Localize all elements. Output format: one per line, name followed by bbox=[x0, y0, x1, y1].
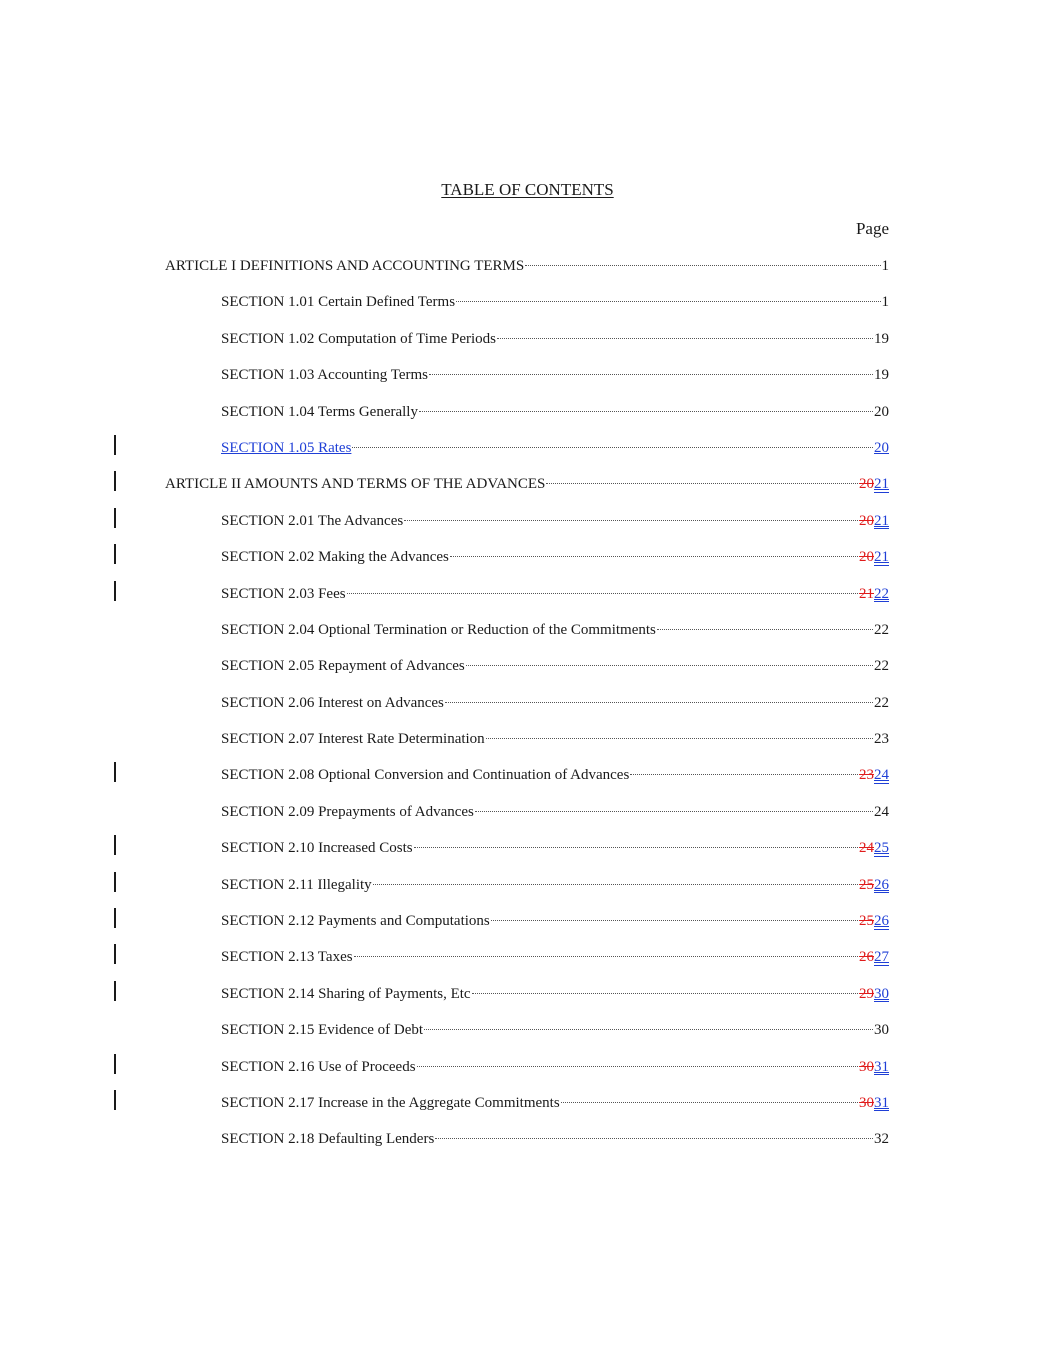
toc-entry-label[interactable]: SECTION 2.10 Increased Costs bbox=[221, 840, 413, 857]
change-bar bbox=[114, 544, 116, 564]
toc-entry[interactable] bbox=[0, 1093, 1055, 1129]
inserted-page-number: 27 bbox=[874, 949, 889, 966]
toc-entry-label[interactable]: SECTION 1.04 Terms Generally bbox=[221, 403, 418, 420]
toc-section-line bbox=[221, 984, 889, 1004]
toc-section-line bbox=[221, 1093, 889, 1113]
inserted-page-number: 21 bbox=[874, 549, 889, 566]
toc-entry[interactable] bbox=[0, 511, 1055, 547]
inserted-page-number: 26 bbox=[874, 913, 889, 930]
change-bar bbox=[114, 908, 116, 928]
toc-entry[interactable] bbox=[0, 947, 1055, 983]
toc-entry[interactable] bbox=[0, 765, 1055, 801]
toc-section-line bbox=[221, 402, 889, 422]
toc-section-line bbox=[221, 947, 889, 967]
toc-entry[interactable] bbox=[0, 329, 1055, 365]
toc-entry[interactable] bbox=[0, 620, 1055, 656]
toc-section-line bbox=[221, 911, 889, 931]
toc-entry-label[interactable]: SECTION 2.12 Payments and Computations bbox=[221, 913, 490, 930]
toc-entry[interactable] bbox=[0, 547, 1055, 583]
toc-page-number bbox=[859, 947, 889, 967]
dot-leader bbox=[347, 593, 858, 594]
toc-entry-label[interactable]: SECTION 2.08 Optional Conversion and Continuation of Advances bbox=[221, 767, 630, 784]
inserted-page-number: 21 bbox=[874, 476, 889, 493]
dot-leader bbox=[491, 920, 858, 921]
dot-leader bbox=[445, 702, 873, 703]
inserted-page-number: 31 bbox=[874, 1094, 889, 1111]
toc-page-number bbox=[859, 1093, 889, 1113]
toc-entry[interactable] bbox=[0, 656, 1055, 692]
page-column-header: Page bbox=[855, 219, 889, 238]
deleted-page-number: 20 bbox=[859, 549, 874, 566]
toc-entry-label[interactable]: SECTION 2.15 Evidence of Debt bbox=[221, 1022, 424, 1039]
toc-entry-label[interactable]: SECTION 2.02 Making the Advances bbox=[221, 549, 449, 566]
toc-page-number bbox=[859, 511, 889, 531]
dot-leader bbox=[657, 629, 873, 630]
toc-entry[interactable] bbox=[0, 802, 1055, 838]
toc-article-line bbox=[165, 474, 889, 494]
deleted-page-number: 21 bbox=[859, 585, 874, 602]
toc-entry-label[interactable]: SECTION 2.04 Optional Termination or Reduction of the Commitments bbox=[221, 621, 656, 638]
dot-leader bbox=[435, 1138, 873, 1139]
deleted-page-number: 20 bbox=[859, 476, 874, 493]
toc-entry[interactable] bbox=[0, 1020, 1055, 1056]
dot-leader bbox=[417, 1066, 858, 1067]
toc-section-line bbox=[221, 620, 889, 640]
toc-entry-list bbox=[0, 256, 1055, 1166]
toc-entry[interactable] bbox=[0, 875, 1055, 911]
toc-entry[interactable] bbox=[0, 402, 1055, 438]
toc-section-line bbox=[221, 511, 889, 531]
toc-entry-label[interactable]: SECTION 2.05 Repayment of Advances bbox=[221, 658, 465, 675]
toc-page-number bbox=[859, 1057, 889, 1077]
toc-entry-label[interactable]: SECTION 1.05 Rates bbox=[221, 439, 352, 456]
dot-leader bbox=[546, 483, 858, 484]
dot-leader bbox=[561, 1102, 858, 1103]
toc-page-number bbox=[859, 765, 889, 785]
toc-page-number: 19 bbox=[874, 367, 889, 384]
dot-leader bbox=[472, 993, 858, 994]
dot-leader bbox=[352, 447, 873, 448]
change-bar bbox=[114, 835, 116, 855]
toc-page-number: 32 bbox=[874, 1131, 889, 1148]
change-bar bbox=[114, 1054, 116, 1074]
toc-entry[interactable] bbox=[0, 365, 1055, 401]
toc-page-number: 22 bbox=[874, 658, 889, 675]
toc-section-line bbox=[221, 438, 889, 458]
toc-section-line bbox=[221, 365, 889, 385]
change-bar bbox=[114, 581, 116, 601]
toc-entry-label[interactable]: SECTION 2.03 Fees bbox=[221, 585, 346, 602]
toc-entry-label[interactable]: SECTION 2.07 Interest Rate Determination bbox=[221, 731, 485, 748]
toc-title-text: TABLE OF CONTENTS bbox=[441, 180, 614, 199]
inserted-page-number: 30 bbox=[874, 985, 889, 1002]
toc-entry-label[interactable]: SECTION 2.18 Defaulting Lenders bbox=[221, 1131, 435, 1148]
toc-entry[interactable] bbox=[0, 984, 1055, 1020]
toc-section-line bbox=[221, 802, 889, 822]
toc-page-number bbox=[859, 911, 889, 931]
deleted-page-number: 24 bbox=[859, 840, 874, 857]
toc-entry[interactable] bbox=[0, 1057, 1055, 1093]
change-bar bbox=[114, 435, 116, 455]
deleted-page-number: 29 bbox=[859, 985, 874, 1002]
toc-page-number bbox=[859, 474, 889, 494]
toc-section-line bbox=[221, 547, 889, 567]
dot-leader bbox=[414, 847, 858, 848]
dot-leader bbox=[450, 556, 858, 557]
toc-entry[interactable] bbox=[0, 1129, 1055, 1165]
toc-section-line bbox=[221, 729, 889, 749]
deleted-page-number: 26 bbox=[859, 949, 874, 966]
dot-leader bbox=[404, 520, 858, 521]
inserted-page-number: 24 bbox=[874, 767, 889, 784]
dot-leader bbox=[466, 665, 873, 666]
toc-entry-label[interactable]: SECTION 1.02 Computation of Time Periods bbox=[221, 330, 497, 347]
toc-entry[interactable] bbox=[0, 911, 1055, 947]
dot-leader bbox=[424, 1029, 873, 1030]
toc-entry-label[interactable]: SECTION 2.06 Interest on Advances bbox=[221, 694, 444, 711]
toc-entry-label[interactable]: SECTION 1.01 Certain Defined Terms bbox=[221, 294, 456, 311]
deleted-page-number: 30 bbox=[859, 1058, 874, 1075]
inserted-page-number: 22 bbox=[874, 585, 889, 602]
toc-section-line bbox=[221, 838, 889, 858]
change-bar bbox=[114, 944, 116, 964]
toc-section-line bbox=[221, 1129, 889, 1149]
toc-entry[interactable] bbox=[0, 693, 1055, 729]
toc-entry[interactable] bbox=[0, 438, 1055, 474]
dot-leader bbox=[354, 956, 858, 957]
toc-section-line bbox=[221, 292, 889, 312]
change-bar bbox=[114, 471, 116, 491]
toc-entry[interactable] bbox=[0, 474, 1055, 510]
toc-section-line bbox=[221, 1020, 889, 1040]
dot-leader bbox=[475, 811, 873, 812]
toc-page-number: 24 bbox=[874, 803, 889, 820]
dot-leader bbox=[497, 338, 873, 339]
toc-page-number: 30 bbox=[874, 1022, 889, 1039]
dot-leader bbox=[429, 374, 873, 375]
toc-page-number bbox=[859, 547, 889, 567]
dot-leader bbox=[373, 884, 858, 885]
dot-leader bbox=[419, 411, 873, 412]
deleted-page-number: 30 bbox=[859, 1094, 874, 1111]
toc-entry[interactable] bbox=[0, 729, 1055, 765]
toc-page-number: 22 bbox=[874, 694, 889, 711]
toc-section-line bbox=[221, 765, 889, 785]
toc-page-number: 20 bbox=[874, 403, 889, 420]
toc-entry[interactable] bbox=[0, 292, 1055, 328]
toc-page-number: 19 bbox=[874, 330, 889, 347]
toc-article-line bbox=[165, 256, 889, 276]
change-bar bbox=[114, 1090, 116, 1110]
dot-leader bbox=[486, 738, 873, 739]
dot-leader bbox=[630, 774, 858, 775]
toc-section-line bbox=[221, 693, 889, 713]
toc-entry-label[interactable]: SECTION 2.13 Taxes bbox=[221, 949, 353, 966]
toc-page-number: 1 bbox=[881, 258, 889, 274]
dot-leader bbox=[525, 265, 880, 266]
toc-page-number: 22 bbox=[874, 621, 889, 638]
toc-page-number bbox=[859, 984, 889, 1004]
toc-page-number: 20 bbox=[874, 439, 889, 456]
inserted-page-number: 25 bbox=[874, 840, 889, 857]
toc-entry-label[interactable]: SECTION 1.03 Accounting Terms bbox=[221, 367, 428, 384]
toc-section-line bbox=[221, 656, 889, 676]
toc-entry-label[interactable]: SECTION 2.11 Illegality bbox=[221, 876, 372, 893]
inserted-page-number: 26 bbox=[874, 876, 889, 893]
toc-title bbox=[0, 180, 1055, 200]
deleted-page-number: 25 bbox=[859, 876, 874, 893]
toc-entry-label[interactable]: SECTION 2.01 The Advances bbox=[221, 512, 404, 529]
toc-entry-label[interactable]: SECTION 2.16 Use of Proceeds bbox=[221, 1058, 416, 1075]
deleted-page-number: 23 bbox=[859, 767, 874, 784]
toc-section-line bbox=[221, 329, 889, 349]
toc-section-line bbox=[221, 584, 889, 604]
toc-section-line bbox=[221, 875, 889, 895]
toc-page-number bbox=[859, 838, 889, 858]
deleted-page-number: 25 bbox=[859, 913, 874, 930]
inserted-page-number: 21 bbox=[874, 512, 889, 529]
change-bar bbox=[114, 762, 116, 782]
toc-page-number: 23 bbox=[874, 731, 889, 748]
toc-entry[interactable] bbox=[0, 838, 1055, 874]
change-bar bbox=[114, 872, 116, 892]
toc-page-number bbox=[859, 584, 889, 604]
inserted-page-number: 31 bbox=[874, 1058, 889, 1075]
toc-page-number bbox=[859, 875, 889, 895]
toc-entry-label[interactable]: SECTION 2.17 Increase in the Aggregate Commitments bbox=[221, 1094, 560, 1111]
dot-leader bbox=[456, 301, 880, 302]
toc-entry[interactable] bbox=[0, 584, 1055, 620]
toc-entry-label[interactable]: ARTICLE II AMOUNTS AND TERMS OF THE ADVANCES bbox=[165, 476, 546, 493]
toc-entry-label[interactable]: SECTION 2.14 Sharing of Payments, Etc bbox=[221, 985, 471, 1002]
toc-page-number: 1 bbox=[881, 294, 889, 311]
deleted-page-number: 20 bbox=[859, 512, 874, 529]
change-bar bbox=[114, 981, 116, 1001]
toc-entry-label[interactable]: SECTION 2.09 Prepayments of Advances bbox=[221, 803, 474, 820]
toc-section-line bbox=[221, 1057, 889, 1077]
change-bar bbox=[114, 508, 116, 528]
toc-entry-label[interactable]: ARTICLE I DEFINITIONS AND ACCOUNTING TERMS bbox=[165, 258, 525, 274]
toc-entry[interactable] bbox=[0, 256, 1055, 292]
